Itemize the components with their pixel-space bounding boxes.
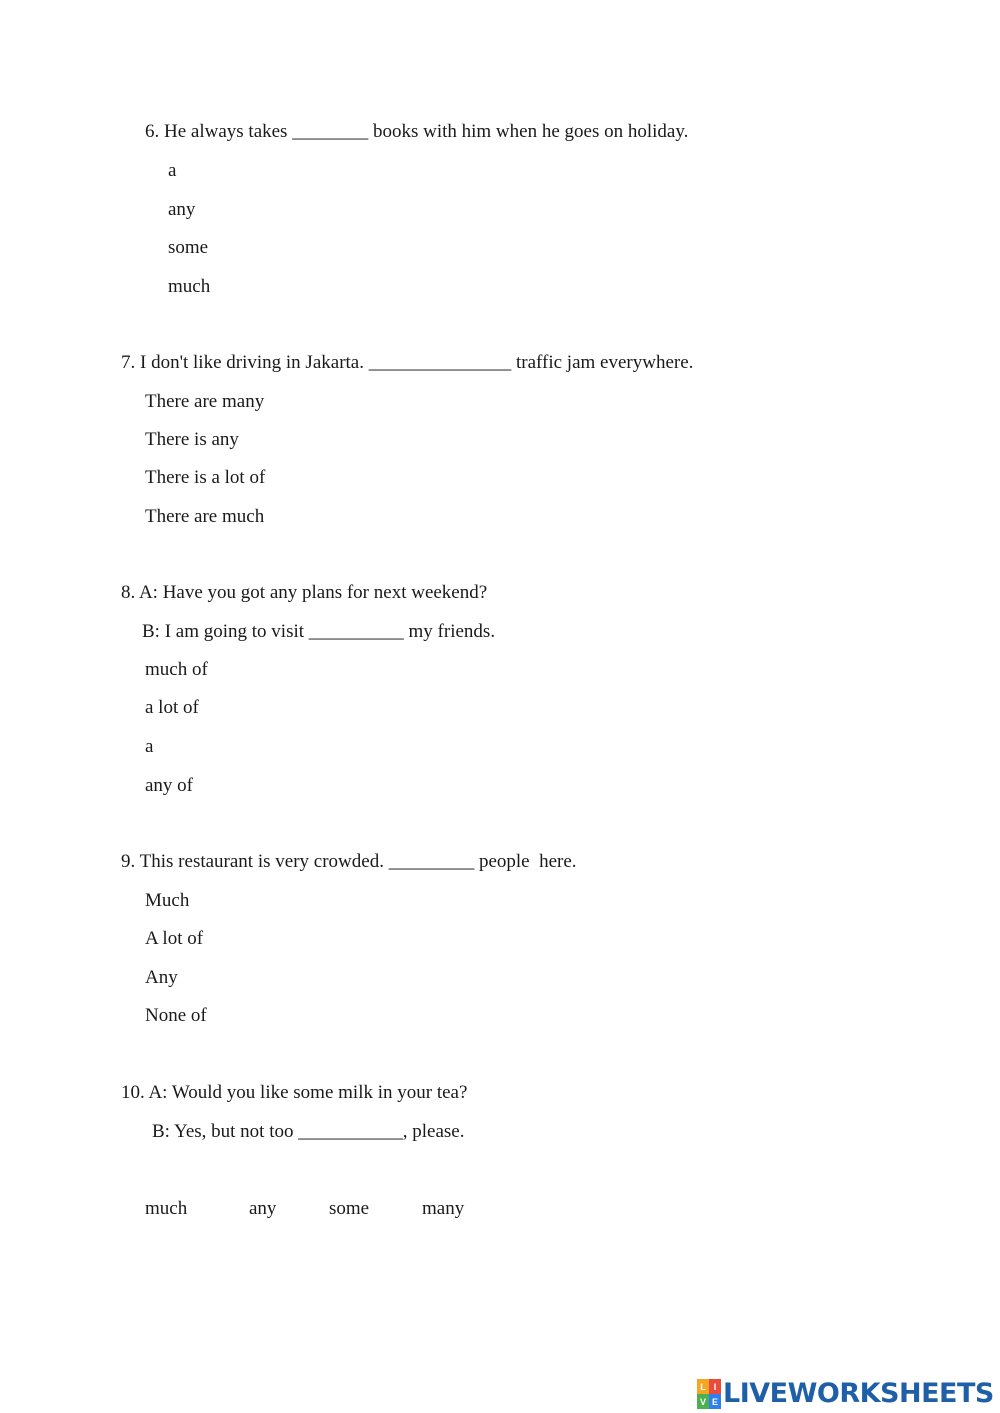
question-7-option-d[interactable]: There are much (145, 506, 265, 527)
question-9-option-b[interactable]: A lot of (145, 928, 204, 949)
question-7-stem: 7. I don't like driving in Jakarta. _______________ traffic jam everywhere. (121, 352, 694, 373)
question-6-option-d[interactable]: much (168, 276, 211, 297)
logo-icon-letter-i: I (709, 1379, 721, 1394)
question-9-option-d[interactable]: None of (145, 1005, 207, 1026)
question-8-option-c[interactable]: a (145, 736, 154, 757)
question-6-stem: 6. He always takes ________ books with him when he goes on holiday. (145, 121, 689, 142)
liveworksheets-logo-icon (697, 1379, 721, 1409)
question-8-option-a[interactable]: much of (145, 659, 208, 680)
question-8-option-b[interactable]: a lot of (145, 697, 199, 718)
logo-icon-letter-v: V (697, 1394, 709, 1409)
question-10-stem: 10. A: Would you like some milk in your tea? (121, 1082, 468, 1103)
logo-icon-letter-l: L (697, 1379, 709, 1394)
question-10-option-c[interactable]: some (329, 1198, 370, 1219)
liveworksheets-logo-text: LIVEWORKSHEETS (723, 1378, 994, 1409)
question-8-option-d[interactable]: any of (145, 775, 194, 796)
question-8-stem-b: B: I am going to visit __________ my friends. (142, 621, 496, 642)
question-7-option-b[interactable]: There is any (145, 429, 239, 450)
question-6-option-c[interactable]: some (168, 237, 209, 258)
question-9-stem: 9. This restaurant is very crowded. _________ people here. (121, 851, 577, 872)
question-9-option-a[interactable]: Much (145, 890, 190, 911)
logo-icon-letter-e: E (709, 1394, 721, 1409)
question-6-option-a[interactable]: a (168, 160, 177, 181)
question-8-stem: 8. A: Have you got any plans for next weekend? (121, 582, 488, 603)
question-10-stem-b: B: Yes, but not too ___________, please. (152, 1121, 465, 1142)
question-10-option-a[interactable]: much (145, 1198, 188, 1219)
question-9-option-c[interactable]: Any (145, 967, 178, 988)
question-6-option-b[interactable]: any (168, 199, 196, 220)
question-10-option-b[interactable]: any (249, 1198, 277, 1219)
liveworksheets-logo (697, 1378, 994, 1410)
question-7-option-c[interactable]: There is a lot of (145, 467, 266, 488)
question-10-option-d[interactable]: many (422, 1198, 465, 1219)
question-7-option-a[interactable]: There are many (145, 391, 265, 412)
